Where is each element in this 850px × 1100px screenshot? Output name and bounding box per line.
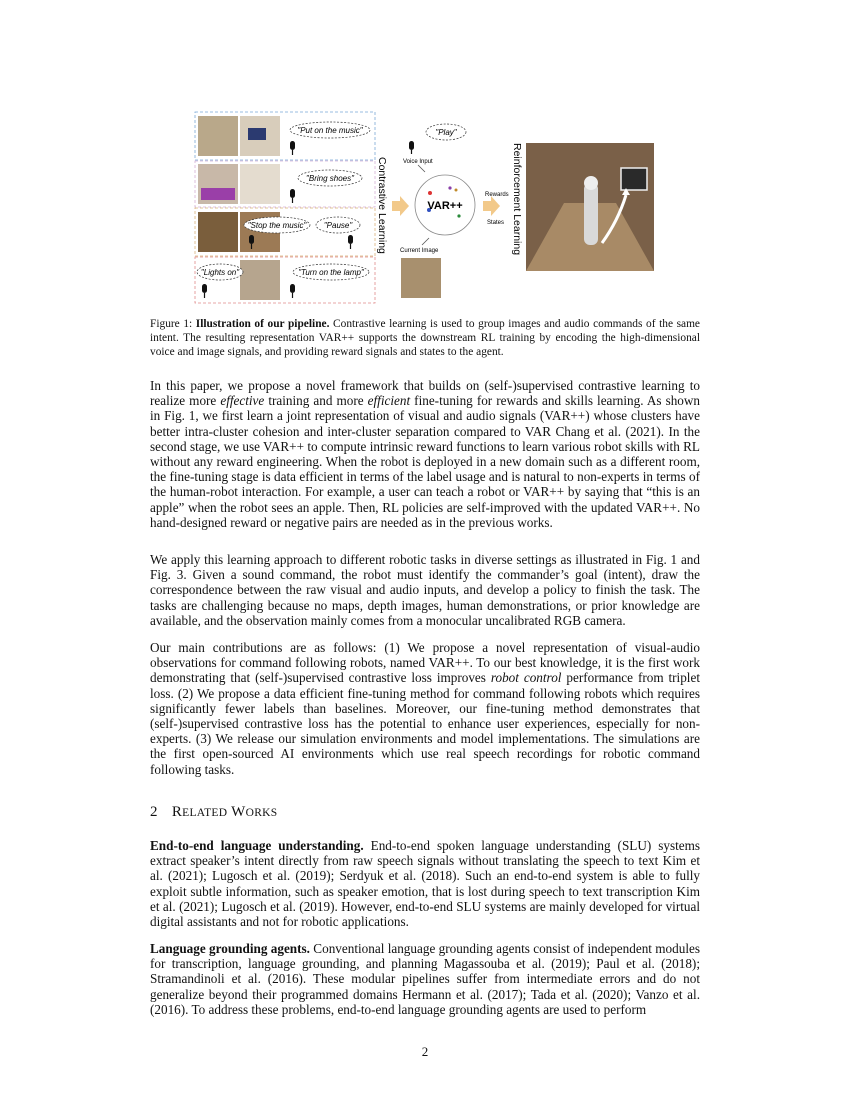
- current-image-photo: [401, 258, 441, 298]
- para1-em1: effective: [220, 393, 265, 409]
- section-heading: [150, 804, 278, 821]
- para3-b: performance from triplet loss. (2) We propose a data efficient fine-tuning method for command following robots which requires significantly fewer labels than baselines. Moreover, our fine-tuning method demonstrates that (self-)supervised contrastive loss has the potential to enhance user experiences, especially for non-experts. (3) We release our simulation environments and model implementations. The simulations are the first open-sourced AI environments which use real speech recordings for robotic command following tasks.: [150, 670, 700, 777]
- cluster-dot: [428, 191, 432, 195]
- current-image-label: Current Image: [400, 248, 439, 254]
- rug: [201, 188, 235, 200]
- paragraph-intro: [150, 378, 700, 530]
- speech-stop-music: "Stop the music": [247, 221, 307, 230]
- page-number: 2: [421, 1044, 429, 1059]
- caption-prefix: Figure 1:: [150, 318, 196, 330]
- heading-w: W: [231, 804, 246, 820]
- caption-bold: Illustration of our pipeline.: [195, 318, 330, 330]
- heading-elated: ELATED: [182, 807, 228, 819]
- speech-bring-shoes: "Bring shoes": [306, 174, 354, 183]
- figure-caption: [150, 317, 700, 359]
- microphone-icon: [290, 141, 295, 155]
- room-photo: [240, 260, 280, 300]
- var-label: VAR++: [427, 200, 463, 212]
- reinforcement-learning-label: Reinforcement Learning: [511, 143, 523, 256]
- caption-text: Contrastive learning is used to group images and audio commands of the same intent. The resulting representation VAR++ supports the downstream RL training by encoding the high-dimensional voice and image signals, and providing reward signals and states to the agent.: [150, 318, 700, 358]
- paragraph-approach: We apply this learning approach to different robotic tasks in diverse settings as illustrated in Fig. 1 and Fig. 3. Given a sound command, the robot must identify the commander’s goal (intent), draw the correspondence between the raw visual and audio inputs, and develop a policy to finish the task. The tasks are challenging because no maps, depth images, human demonstrations, or prior knowledge are available, and the observation mainly comes from a monocular uncalibrated RGB camera.: [150, 552, 700, 628]
- para5-head: Language grounding agents.: [150, 941, 310, 956]
- para3-em: robot control: [490, 670, 562, 686]
- speech-pause: "Pause": [323, 221, 353, 230]
- speech-lights-on: "Lights on": [200, 268, 240, 277]
- cluster-dot: [455, 189, 458, 192]
- arrow-to-rl: [483, 196, 500, 216]
- microphone-icon: [348, 235, 353, 249]
- room-photo: [240, 164, 280, 204]
- para4-head: End-to-end language understanding.: [150, 838, 364, 853]
- rl-scene-image: [526, 143, 654, 271]
- room-photo: [198, 116, 238, 156]
- tv-icon: [248, 128, 266, 140]
- para3-a: Our main contributions are as follows: (1) We propose a novel representation of visual-audio observations for command following robots, named VAR++. To our best knowledge, it is the first work demonstrating that (self-)supervised contrastive loss improves: [150, 640, 700, 686]
- speech-play: "Play": [435, 128, 457, 137]
- paragraph-grounding: [150, 941, 700, 1017]
- voice-arrow: [418, 165, 425, 172]
- para1-c: fine-tuning for rewards and skills learning. As shown in Fig. 1, we first learn a joint representation of visual and audio signals (VAR++) whose clusters have better intra-cluster cohesion and inter-cluster separation compared to VAR Chang et al. (2021). In the second stage, we use VAR++ to compute intrinsic reward functions to learn various robot skills with RL without any reward engineering. When the robot is deployed in a new domain such as a different room, the fine-tuning stage is data efficient in terms of the label usage and is natural to non-experts in terms of the human-robot interaction. For example, a user can teach a robot or VAR++ by saying that “this is an apple” when the robot sees an apple. Then, RL policies are self-improved with the updated VAR++. No hand-designed reward or negative pairs are needed as in the previous works.: [150, 393, 701, 530]
- speech-put-music: "Put on the music": [297, 126, 363, 135]
- microphone-icon: [202, 284, 207, 298]
- cluster-dot: [457, 214, 460, 217]
- paragraph-e2e: [150, 838, 700, 929]
- speech-turn-on-lamp: "Turn on the lamp": [298, 268, 364, 277]
- voice-input-label: Voice Input: [403, 159, 433, 165]
- contrastive-learning-label: Contrastive Learning: [376, 157, 388, 254]
- rewards-label: Rewards: [485, 192, 509, 198]
- pipeline-figure: [193, 110, 533, 310]
- para4-text: End-to-end spoken language understanding (SLU) systems extract speaker’s intent directly from raw speech signals without translating the speech to text Kim et al. (2021); Lugosch et al. (2019); Serdyuk et al. (2018). Such an end-to-end system is able to fully exploit subtle information, such as speaker emotion, that is lost during speech to text transcription Kim et al. (2021); Lugosch et al. (2019). However, end-to-end SLU systems are mainly developed for virtual digital assistants and not for robotic applications.: [150, 838, 700, 930]
- para1-b: training and more: [264, 393, 368, 409]
- arrow-to-var: [392, 196, 409, 216]
- cluster-dot: [448, 186, 451, 189]
- room-photo: [198, 212, 238, 252]
- microphone-icon: [290, 284, 295, 298]
- para1-a: In this paper, we propose a novel framework that builds on (self-)supervised contrastive learning to realize more: [150, 378, 700, 409]
- paragraph-contributions: [150, 640, 700, 777]
- heading-r: R: [171, 804, 183, 820]
- microphone-icon: [409, 141, 414, 154]
- heading-orks: ORKS: [245, 807, 278, 819]
- image-arrow: [422, 238, 429, 245]
- section-number: 2: [150, 804, 158, 820]
- para5-text: Conventional language grounding agents consist of independent modules for transcription, language grounding, and planning Magassouba et al. (2019); Paul et al. (2018); Stramandinoli et al. (2016). These modular pipelines suffer from intermediate errors and do not generalize beyond their programmed domains Hermann et al. (2017); Tada et al. (2020); Vanzo et al. (2016). To address these problems, end-to-end language grounding agents are used to perform: [150, 941, 700, 1017]
- states-label: States: [487, 220, 505, 226]
- para1-em2: efficient: [367, 393, 411, 409]
- microphone-icon: [290, 189, 295, 203]
